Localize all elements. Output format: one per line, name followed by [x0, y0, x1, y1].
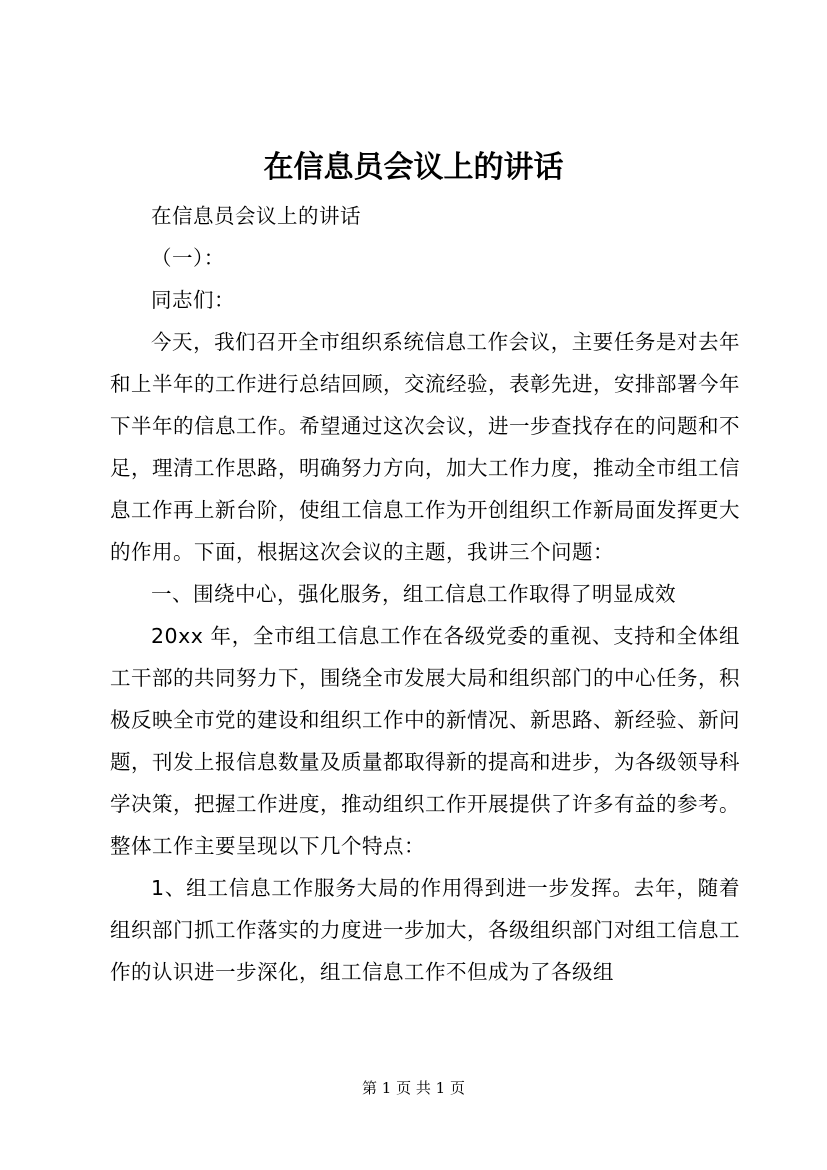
- document-title: 在信息员会议上的讲话: [263, 150, 564, 185]
- paragraph-summary: 20xx 年，全市组工信息工作在各级党委的重视、支持和全体组工干部的共同努力下，围绕全市发展大局和组织部门的中心任务，积极反映全市党的建设和组织工作中的新情况、新思路、新经验、新问题，刊发上报信息数量及质量都取得新的提高和进步，为各级领导科学决策，把握工作进度，推动组织工作开展提供了许多有益的参考。整体工作主要呈现以下几个特点：: [110, 624, 740, 858]
- paragraph-point-one: 1、组工信息工作服务大局的作用得到进一步发挥。去年，随着组织部门抓工作落实的力度进一步加大，各级组织部门对组工信息工作的认识进一步深化，组工信息工作不但成为了各级组: [110, 876, 740, 984]
- paragraph-salutation: 同志们：: [151, 288, 235, 312]
- paragraph-section-number: （一）：: [151, 246, 225, 270]
- page-footer: 第 1 页 共 1 页: [362, 1079, 465, 1097]
- paragraph-subtitle: 在信息员会议上的讲话: [151, 204, 361, 228]
- paragraph-intro: 今天，我们召开全市组织系统信息工作会议，主要任务是对去年和上半年的工作进行总结回顾，交流经验，表彰先进，安排部署今年下半年的信息工作。希望通过这次会议，进一步查找存在的问题和不足，理清工作思路，明确努力方向，加大工作力度，推动全市组工信息工作再上新台阶，使组工信息工作为开创组织工作新局面发挥更大的作用。下面，根据这次会议的主题，我讲三个问题：: [110, 330, 740, 564]
- document-body: [110, 195, 740, 993]
- paragraph-section-heading: 一、围绕中心，强化服务，组工信息工作取得了明显成效: [151, 582, 676, 606]
